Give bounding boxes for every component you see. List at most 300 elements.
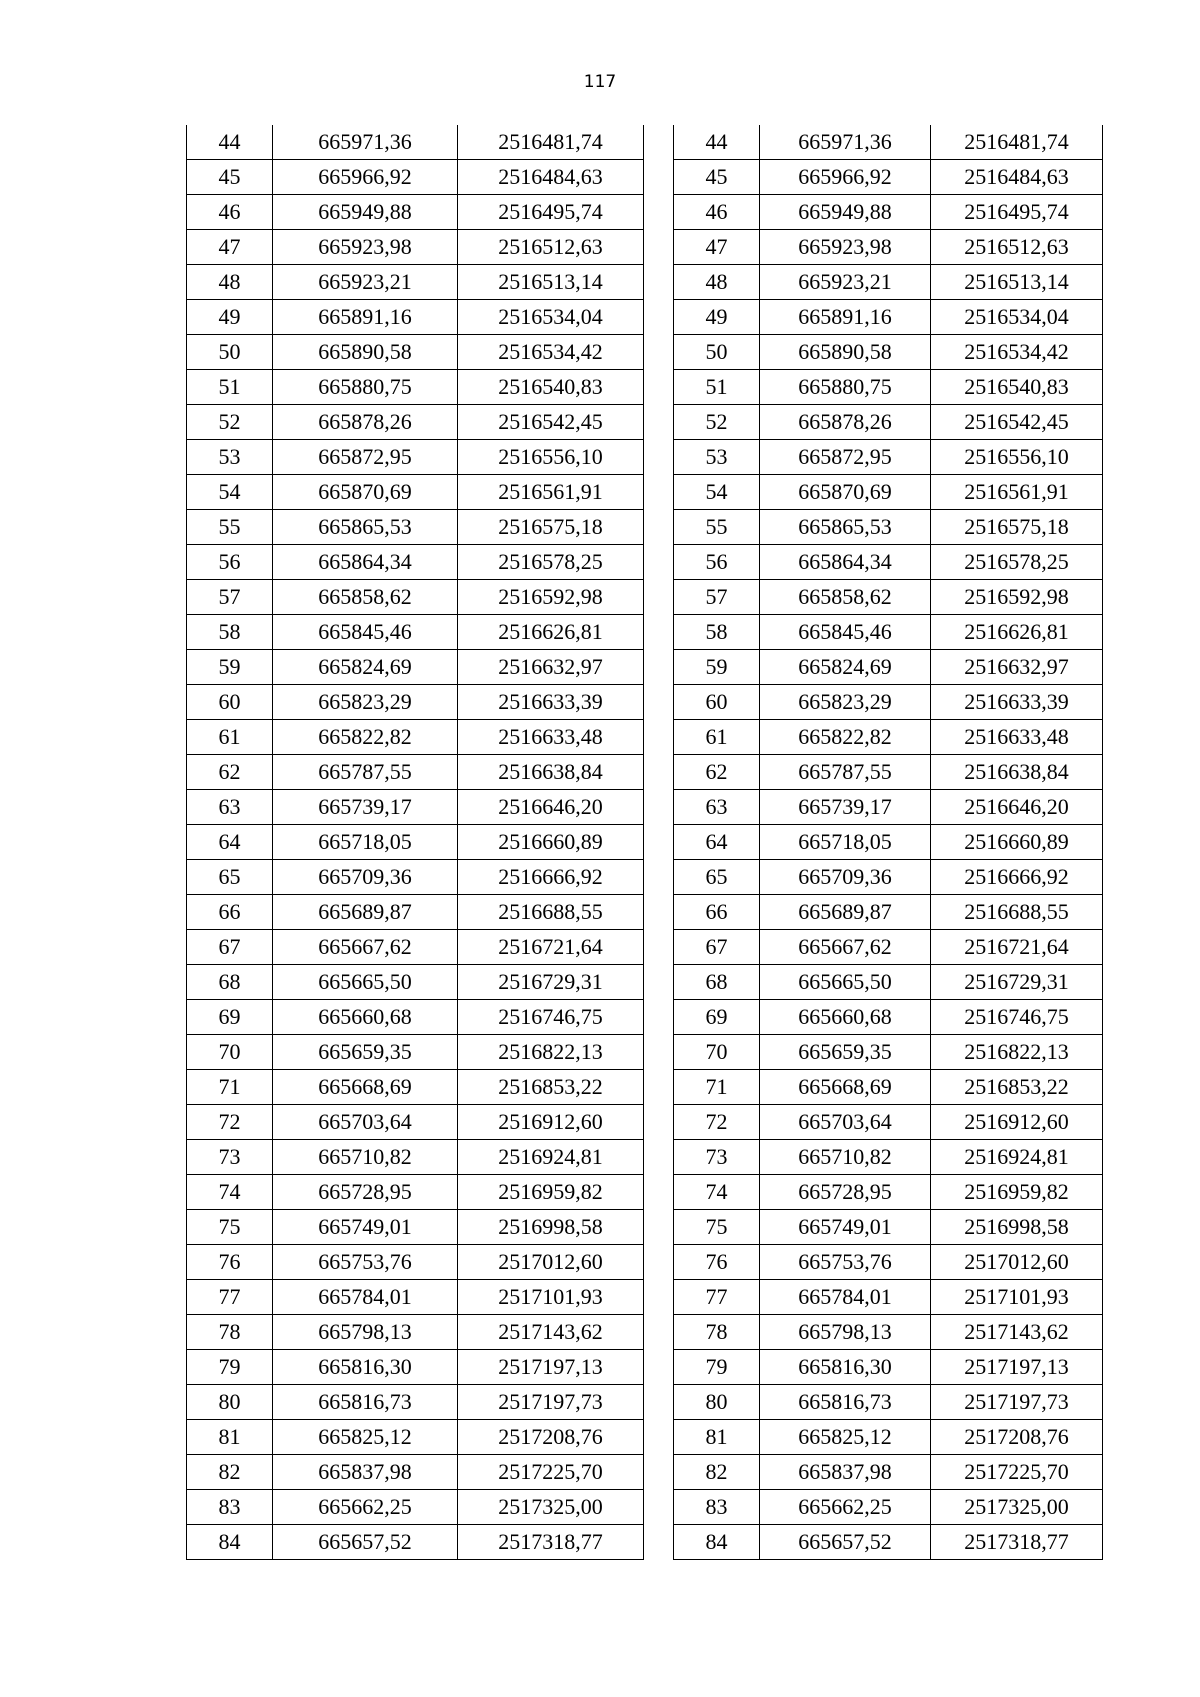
x-coordinate-cell: 665822,82: [760, 720, 931, 755]
point-number-cell: 70: [674, 1035, 760, 1070]
table-row: [674, 790, 1103, 825]
y-coordinate-cell: 2516626,81: [931, 615, 1103, 650]
y-coordinate-cell: 2517143,62: [931, 1315, 1103, 1350]
table-row: [187, 545, 644, 580]
point-number-cell: 60: [674, 685, 760, 720]
x-coordinate-cell: 665891,16: [760, 300, 931, 335]
table-row: [187, 1070, 644, 1105]
y-coordinate-cell: 2516556,10: [458, 440, 644, 475]
point-number-cell: 55: [674, 510, 760, 545]
x-coordinate-cell: 665880,75: [273, 370, 458, 405]
x-coordinate-cell: 665709,36: [760, 860, 931, 895]
x-coordinate-cell: 665872,95: [760, 440, 931, 475]
table-row: [674, 475, 1103, 510]
point-number-cell: 75: [674, 1210, 760, 1245]
y-coordinate-cell: 2516998,58: [458, 1210, 644, 1245]
table-row: [674, 160, 1103, 195]
point-number-cell: 84: [187, 1525, 273, 1560]
y-coordinate-cell: 2516534,04: [458, 300, 644, 335]
table-row: [187, 1175, 644, 1210]
table-row: [674, 1210, 1103, 1245]
table-row: [187, 1455, 644, 1490]
y-coordinate-cell: 2516998,58: [931, 1210, 1103, 1245]
x-coordinate-cell: 665872,95: [273, 440, 458, 475]
y-coordinate-cell: 2516822,13: [458, 1035, 644, 1070]
point-number-cell: 63: [187, 790, 273, 825]
y-coordinate-cell: 2516575,18: [931, 510, 1103, 545]
point-number-cell: 67: [674, 930, 760, 965]
table-row: [674, 1490, 1103, 1525]
table-row: [187, 440, 644, 475]
y-coordinate-cell: 2516534,42: [931, 335, 1103, 370]
y-coordinate-cell: 2516592,98: [931, 580, 1103, 615]
table-row: [674, 405, 1103, 440]
table-row: [187, 1245, 644, 1280]
x-coordinate-cell: 665891,16: [273, 300, 458, 335]
y-coordinate-cell: 2516540,83: [931, 370, 1103, 405]
point-number-cell: 52: [187, 405, 273, 440]
x-coordinate-cell: 665845,46: [760, 615, 931, 650]
point-number-cell: 77: [674, 1280, 760, 1315]
table-row: [187, 160, 644, 195]
y-coordinate-cell: 2516853,22: [458, 1070, 644, 1105]
table-row: [674, 370, 1103, 405]
y-coordinate-cell: 2516561,91: [931, 475, 1103, 510]
y-coordinate-cell: 2516746,75: [458, 1000, 644, 1035]
x-coordinate-cell: 665657,52: [273, 1525, 458, 1560]
x-coordinate-cell: 665864,34: [760, 545, 931, 580]
y-coordinate-cell: 2516959,82: [931, 1175, 1103, 1210]
point-number-cell: 82: [674, 1455, 760, 1490]
point-number-cell: 60: [187, 685, 273, 720]
table-row: [674, 1350, 1103, 1385]
point-number-cell: 52: [674, 405, 760, 440]
y-coordinate-cell: 2517197,13: [931, 1350, 1103, 1385]
point-number-cell: 47: [187, 230, 273, 265]
y-coordinate-cell: 2516633,39: [931, 685, 1103, 720]
x-coordinate-cell: 665749,01: [273, 1210, 458, 1245]
point-number-cell: 55: [187, 510, 273, 545]
y-coordinate-cell: 2517197,73: [931, 1385, 1103, 1420]
x-coordinate-cell: 665657,52: [760, 1525, 931, 1560]
x-coordinate-cell: 665662,25: [760, 1490, 931, 1525]
y-coordinate-cell: 2516721,64: [458, 930, 644, 965]
point-number-cell: 73: [674, 1140, 760, 1175]
y-coordinate-cell: 2516481,74: [931, 125, 1103, 160]
x-coordinate-cell: 665709,36: [273, 860, 458, 895]
x-coordinate-cell: 665890,58: [273, 335, 458, 370]
y-coordinate-cell: 2516912,60: [931, 1105, 1103, 1140]
table-row: [674, 860, 1103, 895]
y-coordinate-cell: 2517012,60: [458, 1245, 644, 1280]
point-number-cell: 69: [187, 1000, 273, 1035]
table-row: [674, 930, 1103, 965]
point-number-cell: 58: [674, 615, 760, 650]
table-row: [187, 1350, 644, 1385]
table-row: [187, 370, 644, 405]
x-coordinate-cell: 665816,73: [273, 1385, 458, 1420]
table-row: [674, 440, 1103, 475]
table-row: [674, 510, 1103, 545]
y-coordinate-cell: 2516556,10: [931, 440, 1103, 475]
x-coordinate-cell: 665662,25: [273, 1490, 458, 1525]
x-coordinate-cell: 665659,35: [273, 1035, 458, 1070]
x-coordinate-cell: 665858,62: [273, 580, 458, 615]
table-row: [187, 1420, 644, 1455]
point-number-cell: 72: [187, 1105, 273, 1140]
x-coordinate-cell: 665668,69: [760, 1070, 931, 1105]
table-row: [187, 1315, 644, 1350]
table-row: [674, 1420, 1103, 1455]
point-number-cell: 62: [674, 755, 760, 790]
y-coordinate-cell: 2517197,13: [458, 1350, 644, 1385]
x-coordinate-cell: 665845,46: [273, 615, 458, 650]
x-coordinate-cell: 665753,76: [760, 1245, 931, 1280]
point-number-cell: 71: [187, 1070, 273, 1105]
x-coordinate-cell: 665718,05: [760, 825, 931, 860]
point-number-cell: 44: [187, 125, 273, 160]
x-coordinate-cell: 665665,50: [273, 965, 458, 1000]
y-coordinate-cell: 2516512,63: [931, 230, 1103, 265]
y-coordinate-cell: 2516638,84: [931, 755, 1103, 790]
x-coordinate-cell: 665787,55: [760, 755, 931, 790]
x-coordinate-cell: 665870,69: [273, 475, 458, 510]
x-coordinate-cell: 665837,98: [760, 1455, 931, 1490]
x-coordinate-cell: 665703,64: [273, 1105, 458, 1140]
x-coordinate-cell: 665880,75: [760, 370, 931, 405]
table-row: [674, 265, 1103, 300]
point-number-cell: 49: [674, 300, 760, 335]
x-coordinate-cell: 665966,92: [760, 160, 931, 195]
y-coordinate-cell: 2517012,60: [931, 1245, 1103, 1280]
point-number-cell: 59: [674, 650, 760, 685]
x-coordinate-cell: 665823,29: [760, 685, 931, 720]
point-number-cell: 46: [674, 195, 760, 230]
point-number-cell: 66: [674, 895, 760, 930]
point-number-cell: 50: [674, 335, 760, 370]
point-number-cell: 57: [187, 580, 273, 615]
table-row: [674, 1245, 1103, 1280]
x-coordinate-cell: 665660,68: [760, 1000, 931, 1035]
point-number-cell: 71: [674, 1070, 760, 1105]
table-row: [187, 1035, 644, 1070]
table-row: [674, 1000, 1103, 1035]
point-number-cell: 74: [674, 1175, 760, 1210]
table-row: [187, 405, 644, 440]
y-coordinate-cell: 2516646,20: [458, 790, 644, 825]
y-coordinate-cell: 2517101,93: [931, 1280, 1103, 1315]
table-row: [187, 1385, 644, 1420]
y-coordinate-cell: 2516534,42: [458, 335, 644, 370]
table-row: [187, 720, 644, 755]
y-coordinate-cell: 2516688,55: [931, 895, 1103, 930]
y-coordinate-cell: 2516542,45: [931, 405, 1103, 440]
table-row: [674, 1105, 1103, 1140]
x-coordinate-cell: 665864,34: [273, 545, 458, 580]
x-coordinate-cell: 665739,17: [760, 790, 931, 825]
y-coordinate-cell: 2516513,14: [931, 265, 1103, 300]
x-coordinate-cell: 665890,58: [760, 335, 931, 370]
x-coordinate-cell: 665971,36: [760, 125, 931, 160]
table-row: [187, 825, 644, 860]
y-coordinate-cell: 2516853,22: [931, 1070, 1103, 1105]
x-coordinate-cell: 665923,98: [273, 230, 458, 265]
point-number-cell: 44: [674, 125, 760, 160]
point-number-cell: 70: [187, 1035, 273, 1070]
table-row: [674, 1035, 1103, 1070]
x-coordinate-cell: 665816,30: [273, 1350, 458, 1385]
x-coordinate-cell: 665667,62: [760, 930, 931, 965]
table-row: [674, 825, 1103, 860]
point-number-cell: 84: [674, 1525, 760, 1560]
table-row: [674, 335, 1103, 370]
x-coordinate-cell: 665825,12: [760, 1420, 931, 1455]
y-coordinate-cell: 2516822,13: [931, 1035, 1103, 1070]
x-coordinate-cell: 665689,87: [760, 895, 931, 930]
table-row: [674, 300, 1103, 335]
y-coordinate-cell: 2517318,77: [458, 1525, 644, 1560]
x-coordinate-cell: 665689,87: [273, 895, 458, 930]
x-coordinate-cell: 665739,17: [273, 790, 458, 825]
table-row: [187, 1525, 644, 1560]
y-coordinate-cell: 2517225,70: [458, 1455, 644, 1490]
x-coordinate-cell: 665728,95: [273, 1175, 458, 1210]
x-coordinate-cell: 665949,88: [760, 195, 931, 230]
y-coordinate-cell: 2516660,89: [931, 825, 1103, 860]
point-number-cell: 81: [674, 1420, 760, 1455]
coordinates-table-left: [186, 125, 644, 1560]
table-row: [674, 1175, 1103, 1210]
table-row: [674, 195, 1103, 230]
table-row: [187, 790, 644, 825]
x-coordinate-cell: 665816,73: [760, 1385, 931, 1420]
table-row: [187, 1140, 644, 1175]
point-number-cell: 65: [674, 860, 760, 895]
table-row: [674, 1140, 1103, 1175]
x-coordinate-cell: 665923,21: [760, 265, 931, 300]
y-coordinate-cell: 2517143,62: [458, 1315, 644, 1350]
y-coordinate-cell: 2516666,92: [458, 860, 644, 895]
point-number-cell: 61: [187, 720, 273, 755]
table-row: [674, 1525, 1103, 1560]
x-coordinate-cell: 665728,95: [760, 1175, 931, 1210]
y-coordinate-cell: 2516626,81: [458, 615, 644, 650]
x-coordinate-cell: 665710,82: [760, 1140, 931, 1175]
x-coordinate-cell: 665798,13: [273, 1315, 458, 1350]
x-coordinate-cell: 665668,69: [273, 1070, 458, 1105]
table-row: [187, 1280, 644, 1315]
point-number-cell: 76: [187, 1245, 273, 1280]
point-number-cell: 79: [187, 1350, 273, 1385]
point-number-cell: 61: [674, 720, 760, 755]
y-coordinate-cell: 2516495,74: [458, 195, 644, 230]
point-number-cell: 74: [187, 1175, 273, 1210]
table-row: [187, 335, 644, 370]
x-coordinate-cell: 665878,26: [760, 405, 931, 440]
point-number-cell: 78: [187, 1315, 273, 1350]
table-row: [674, 230, 1103, 265]
y-coordinate-cell: 2516512,63: [458, 230, 644, 265]
x-coordinate-cell: 665749,01: [760, 1210, 931, 1245]
y-coordinate-cell: 2517325,00: [458, 1490, 644, 1525]
table-row: [187, 860, 644, 895]
x-coordinate-cell: 665923,21: [273, 265, 458, 300]
y-coordinate-cell: 2516542,45: [458, 405, 644, 440]
x-coordinate-cell: 665660,68: [273, 1000, 458, 1035]
x-coordinate-cell: 665822,82: [273, 720, 458, 755]
point-number-cell: 54: [674, 475, 760, 510]
table-row: [187, 510, 644, 545]
y-coordinate-cell: 2516633,48: [931, 720, 1103, 755]
point-number-cell: 79: [674, 1350, 760, 1385]
y-coordinate-cell: 2516513,14: [458, 265, 644, 300]
x-coordinate-cell: 665718,05: [273, 825, 458, 860]
y-coordinate-cell: 2516912,60: [458, 1105, 644, 1140]
y-coordinate-cell: 2516924,81: [931, 1140, 1103, 1175]
x-coordinate-cell: 665870,69: [760, 475, 931, 510]
x-coordinate-cell: 665667,62: [273, 930, 458, 965]
point-number-cell: 51: [674, 370, 760, 405]
y-coordinate-cell: 2516575,18: [458, 510, 644, 545]
x-coordinate-cell: 665824,69: [273, 650, 458, 685]
point-number-cell: 50: [187, 335, 273, 370]
point-number-cell: 49: [187, 300, 273, 335]
table-row: [674, 895, 1103, 930]
table-row: [187, 1105, 644, 1140]
table-row: [187, 1210, 644, 1245]
y-coordinate-cell: 2516540,83: [458, 370, 644, 405]
point-number-cell: 68: [674, 965, 760, 1000]
table-row: [674, 125, 1103, 160]
y-coordinate-cell: 2516632,97: [931, 650, 1103, 685]
y-coordinate-cell: 2516578,25: [931, 545, 1103, 580]
point-number-cell: 65: [187, 860, 273, 895]
point-number-cell: 46: [187, 195, 273, 230]
x-coordinate-cell: 665784,01: [760, 1280, 931, 1315]
y-coordinate-cell: 2517101,93: [458, 1280, 644, 1315]
x-coordinate-cell: 665659,35: [760, 1035, 931, 1070]
table-row: [674, 1070, 1103, 1105]
x-coordinate-cell: 665949,88: [273, 195, 458, 230]
table-row: [187, 265, 644, 300]
point-number-cell: 56: [187, 545, 273, 580]
x-coordinate-cell: 665923,98: [760, 230, 931, 265]
x-coordinate-cell: 665816,30: [760, 1350, 931, 1385]
point-number-cell: 69: [674, 1000, 760, 1035]
y-coordinate-cell: 2516632,97: [458, 650, 644, 685]
point-number-cell: 82: [187, 1455, 273, 1490]
x-coordinate-cell: 665878,26: [273, 405, 458, 440]
x-coordinate-cell: 665865,53: [760, 510, 931, 545]
table-row: [187, 300, 644, 335]
table-row: [674, 1455, 1103, 1490]
y-coordinate-cell: 2516688,55: [458, 895, 644, 930]
y-coordinate-cell: 2516633,48: [458, 720, 644, 755]
point-number-cell: 53: [674, 440, 760, 475]
table-row: [187, 1490, 644, 1525]
x-coordinate-cell: 665710,82: [273, 1140, 458, 1175]
point-number-cell: 66: [187, 895, 273, 930]
table-row: [187, 475, 644, 510]
y-coordinate-cell: 2516495,74: [931, 195, 1103, 230]
point-number-cell: 77: [187, 1280, 273, 1315]
x-coordinate-cell: 665824,69: [760, 650, 931, 685]
point-number-cell: 80: [674, 1385, 760, 1420]
y-coordinate-cell: 2516746,75: [931, 1000, 1103, 1035]
x-coordinate-cell: 665823,29: [273, 685, 458, 720]
table-row: [674, 650, 1103, 685]
y-coordinate-cell: 2516729,31: [931, 965, 1103, 1000]
y-coordinate-cell: 2516578,25: [458, 545, 644, 580]
point-number-cell: 47: [674, 230, 760, 265]
y-coordinate-cell: 2516721,64: [931, 930, 1103, 965]
table-row: [187, 965, 644, 1000]
table-row: [674, 965, 1103, 1000]
table-row: [187, 685, 644, 720]
table-row: [674, 720, 1103, 755]
y-coordinate-cell: 2516959,82: [458, 1175, 644, 1210]
point-number-cell: 75: [187, 1210, 273, 1245]
table-row: [187, 580, 644, 615]
point-number-cell: 80: [187, 1385, 273, 1420]
table-row: [187, 930, 644, 965]
point-number-cell: 67: [187, 930, 273, 965]
table-row: [187, 230, 644, 265]
table-row: [674, 685, 1103, 720]
x-coordinate-cell: 665703,64: [760, 1105, 931, 1140]
x-coordinate-cell: 665784,01: [273, 1280, 458, 1315]
point-number-cell: 78: [674, 1315, 760, 1350]
table-row: [674, 615, 1103, 650]
table-row: [187, 195, 644, 230]
point-number-cell: 63: [674, 790, 760, 825]
y-coordinate-cell: 2516924,81: [458, 1140, 644, 1175]
y-coordinate-cell: 2516484,63: [931, 160, 1103, 195]
table-row: [187, 895, 644, 930]
point-number-cell: 59: [187, 650, 273, 685]
point-number-cell: 83: [674, 1490, 760, 1525]
point-number-cell: 68: [187, 965, 273, 1000]
table-row: [187, 1000, 644, 1035]
y-coordinate-cell: 2516638,84: [458, 755, 644, 790]
page-number: 117: [583, 72, 617, 92]
point-number-cell: 56: [674, 545, 760, 580]
y-coordinate-cell: 2516666,92: [931, 860, 1103, 895]
table-row: [674, 755, 1103, 790]
x-coordinate-cell: 665837,98: [273, 1455, 458, 1490]
y-coordinate-cell: 2516534,04: [931, 300, 1103, 335]
y-coordinate-cell: 2516481,74: [458, 125, 644, 160]
y-coordinate-cell: 2517197,73: [458, 1385, 644, 1420]
point-number-cell: 64: [187, 825, 273, 860]
y-coordinate-cell: 2517208,76: [458, 1420, 644, 1455]
x-coordinate-cell: 665825,12: [273, 1420, 458, 1455]
x-coordinate-cell: 665966,92: [273, 160, 458, 195]
x-coordinate-cell: 665665,50: [760, 965, 931, 1000]
point-number-cell: 45: [674, 160, 760, 195]
y-coordinate-cell: 2516592,98: [458, 580, 644, 615]
y-coordinate-cell: 2516660,89: [458, 825, 644, 860]
table-row: [187, 650, 644, 685]
table-row: [674, 1385, 1103, 1420]
point-number-cell: 53: [187, 440, 273, 475]
point-number-cell: 73: [187, 1140, 273, 1175]
y-coordinate-cell: 2517208,76: [931, 1420, 1103, 1455]
point-number-cell: 54: [187, 475, 273, 510]
table-row: [187, 755, 644, 790]
table-row: [674, 1280, 1103, 1315]
point-number-cell: 48: [187, 265, 273, 300]
